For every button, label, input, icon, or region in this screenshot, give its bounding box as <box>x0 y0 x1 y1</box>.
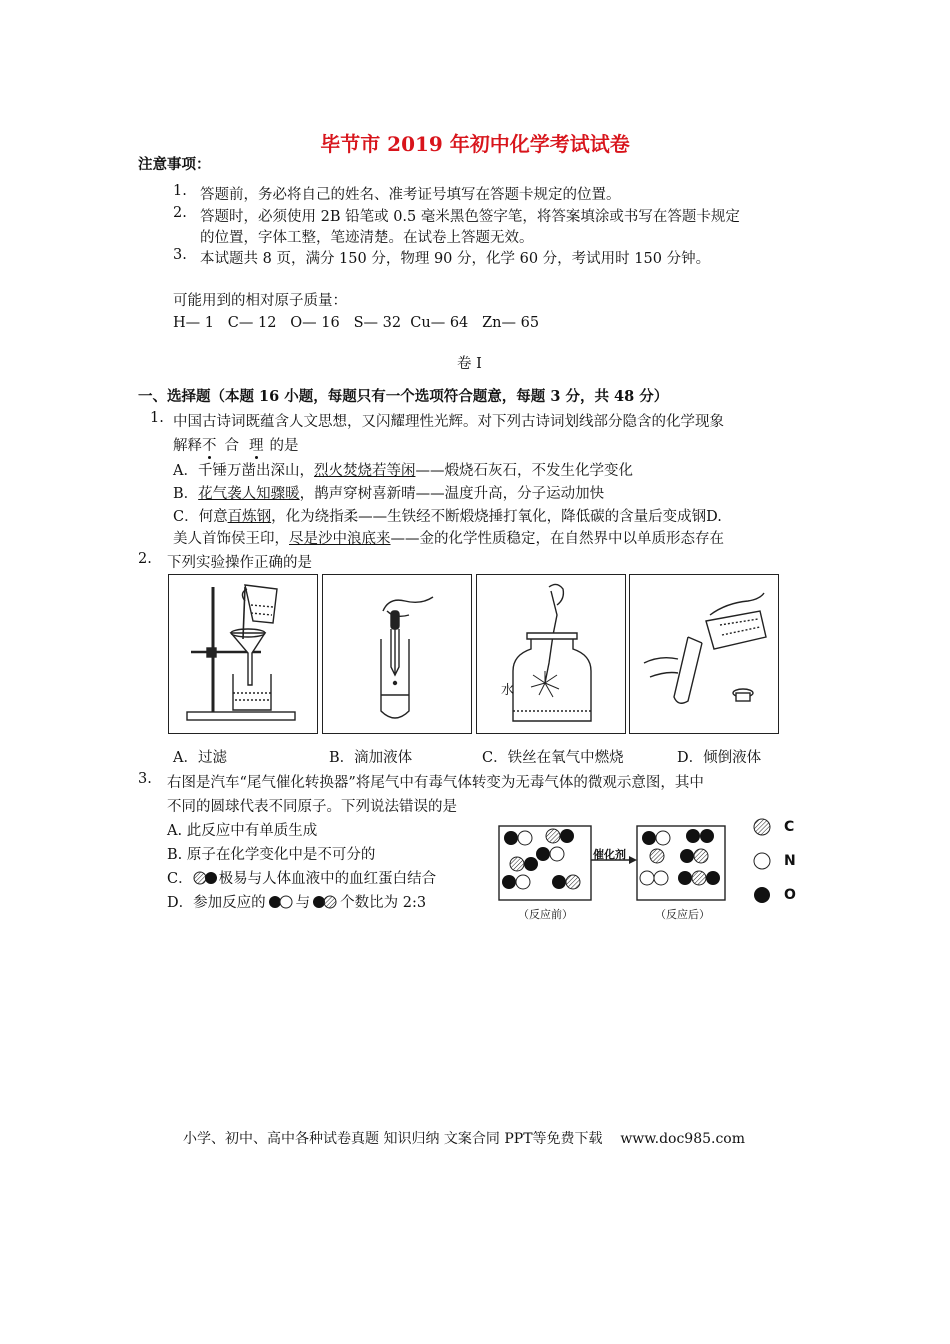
volume-label: 卷 I <box>457 356 482 372</box>
q1-num: 1. <box>150 410 164 426</box>
q1-stem-line1: 中国古诗词既蕴含人文思想，又闪耀理性光辉。对下列古诗词划线部分隐含的化学现象 <box>173 414 724 430</box>
q3-stem-line2: 不同的圆球代表不同原子。下列说法错误的是 <box>167 799 457 815</box>
q2-stem: 下列实验操作正确的是 <box>167 555 312 571</box>
notice-item-2: 答题时，必须使用 2B 铅笔或 0.5 毫米黑色签字笔，将答案填涂或书写在答题卡规定 <box>200 209 740 225</box>
atomic-masses: H— 1 C— 12 O— 16 S— 32 Cu— 64 Zn— 65 <box>173 315 540 331</box>
q2-option-a: A．过滤 <box>173 750 227 766</box>
q1-option-d: 美人首饰侯王印，尽是沙中浪底来——金的化学性质稳定，在自然界中以单质形态存在 <box>173 531 724 547</box>
notice-item-1: 答题前，务必将自己的姓名、准考证号填写在答题卡规定的位置。 <box>200 187 621 203</box>
legend-n: N <box>784 853 796 869</box>
notice-item-1-num: 1. <box>173 183 187 199</box>
q2-option-c: C．铁丝在氧气中燃烧 <box>482 750 624 766</box>
co-molecule-icon <box>193 871 219 885</box>
figure-dropper <box>322 574 472 734</box>
q3-stem-line1: 右图是汽车“尾气催化转换器”将尾气中有毒气体转变为无毒气体的微观示意图，其中 <box>167 775 704 791</box>
page-title: 毕节市 2019 年初中化学考试试卷 <box>320 132 630 156</box>
notice-heading: 注意事项： <box>138 156 211 173</box>
section-heading: 一、选择题（本题 16 小题，每题只有一个选项符合题意，每题 3 分，共 48 分） <box>138 388 669 405</box>
q3-option-c: C． 极易与人体血液中的血红蛋白结合 <box>167 871 437 887</box>
legend-o: O <box>784 887 796 903</box>
figure-iron-burning <box>476 574 626 734</box>
q1-stem-line2: 解释不 合 理 的是 <box>173 438 299 454</box>
q2-option-d: D．倾倒液体 <box>677 750 762 766</box>
notice-item-3: 本试题共 8 页，满分 150 分，物理 90 分，化学 60 分，考试用时 150 分钟。 <box>200 251 711 267</box>
q2-num: 2. <box>138 551 152 567</box>
figure-pouring <box>629 574 779 734</box>
after-label: （反应后） <box>655 908 710 921</box>
q1-option-b: B．花气袭人知骤暖，鹊声穿树喜新晴——温度升高，分子运动加快 <box>173 486 605 502</box>
q1-option-a: A．千锤万凿出深山，烈火焚烧若等闲——煅烧石灰石，不发生化学变化 <box>173 463 633 479</box>
atom-legend-icons <box>752 818 772 908</box>
notice-item-3-num: 3. <box>173 247 187 263</box>
reaction-diagram <box>497 822 727 902</box>
co-molecule-icon-2 <box>312 895 338 909</box>
catalyst-label: 催化剂 <box>593 848 626 861</box>
footer-text: 小学、初中、高中各种试卷真题 知识归纳 文案合同 PPT等免费下载 www.doc985.com <box>183 1131 746 1147</box>
q1-option-c: C．何意百炼钢，化为绕指柔——生铁经不断煅烧捶打氧化，降低碳的含量后变成钢D. <box>173 509 722 525</box>
q2-option-b: B．滴加液体 <box>329 750 413 766</box>
q3-option-b: B. 原子在化学变化中是不可分的 <box>167 847 376 863</box>
q3-option-a: A. 此反应中有单质生成 <box>167 823 318 839</box>
atomic-mass-heading: 可能用到的相对原子质量： <box>173 293 347 309</box>
figure-filtration <box>168 574 318 734</box>
notice-item-2-num: 2. <box>173 205 187 221</box>
before-label: （反应前） <box>518 908 573 921</box>
notice-item-2-cont: 的位置，字体工整，笔迹清楚。在试卷上答题无效。 <box>200 230 534 246</box>
legend-c: C <box>784 819 795 835</box>
water-label: 水 <box>501 683 515 698</box>
no-molecule-icon <box>268 895 294 909</box>
q3-num: 3. <box>138 771 152 787</box>
q3-option-d: D．参加反应的 与 个数比为 2:3 <box>167 895 427 911</box>
